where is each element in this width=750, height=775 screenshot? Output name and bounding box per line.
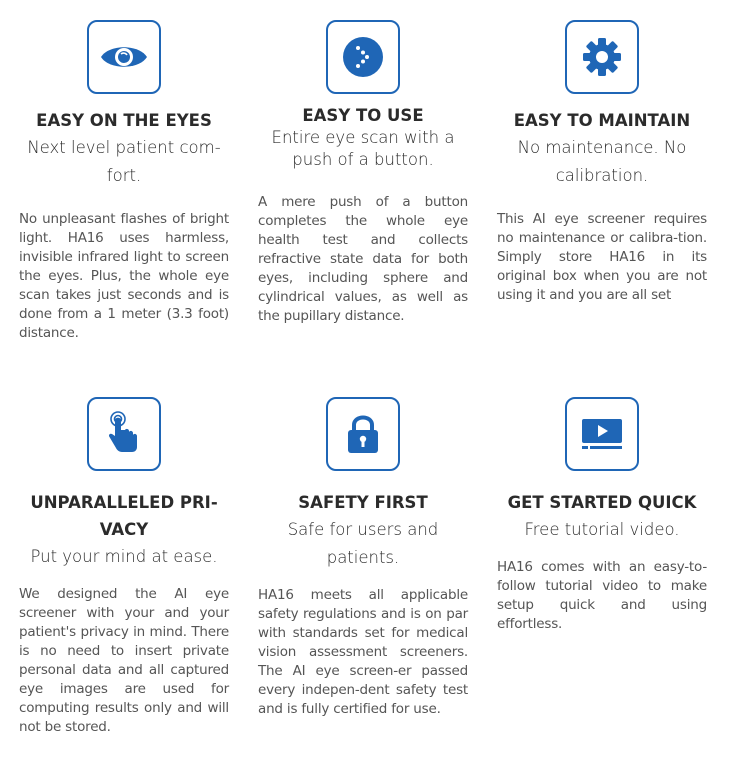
feature-title: UNPARALLELED PRI-VACY <box>30 493 218 539</box>
lock-icon-box <box>326 397 400 471</box>
feature-description: We designed the AI eye screener with your and your patient's privacy in mind. There is no need to insert private personal data and all captured eye images are used for computing results only and will not be stored. <box>19 586 229 735</box>
feature-description: No unpleasant flashes of bright light. HA16 uses harmless, invisible infrared light to screen the eyes. Plus, the whole eye scan takes just seconds and is done from a 1 meter (3.3 foot) distance. <box>19 211 229 341</box>
push-button-icon <box>341 35 385 79</box>
gear-icon <box>582 37 622 77</box>
feature-subtitle: Free tutorial video. <box>524 520 680 539</box>
feature-subtitle: Entire eye scan with a push of a button. <box>271 128 455 169</box>
eye-icon-box <box>87 20 161 94</box>
touch-hand-icon-box <box>87 397 161 471</box>
video-play-icon <box>580 417 624 451</box>
feature-title: EASY TO USE <box>302 106 424 125</box>
feature-safety-first <box>258 397 468 719</box>
feature-description: HA16 comes with an easy-to-follow tutorial video to make setup quick and using effortless. <box>497 559 707 632</box>
gear-icon-box <box>565 20 639 94</box>
feature-easy-to-maintain <box>497 20 707 305</box>
feature-get-started-quick <box>497 397 707 634</box>
feature-subtitle: Put your mind at ease. <box>30 547 218 566</box>
feature-easy-to-use <box>258 20 468 326</box>
push-button-icon-box <box>326 20 400 94</box>
feature-subtitle: Next level patient com-fort. <box>27 138 221 185</box>
feature-description: A mere push of a button completes the whole eye health test and collects refractive state data for both eyes, including sphere and cylindrical values, as well as the pupillary distance. <box>258 194 468 324</box>
feature-title: EASY ON THE EYES <box>36 111 212 130</box>
feature-description: HA16 meets all applicable safety regulations and is on par with standards set for medical vision assessment screeners. The AI eye screen-er passed every indepen-dent safety test and is fully certified for use. <box>258 587 468 717</box>
touch-hand-icon <box>104 410 144 458</box>
feature-easy-on-the-eyes <box>19 20 229 343</box>
eye-icon <box>99 41 149 73</box>
feature-subtitle: No maintenance. No calibration. <box>517 138 687 185</box>
feature-title: EASY TO MAINTAIN <box>513 111 691 130</box>
feature-unparalleled-privacy <box>19 397 229 737</box>
feature-title: SAFETY FIRST <box>298 493 428 512</box>
feature-subtitle: Safe for users and patients. <box>287 520 439 567</box>
video-play-icon-box <box>565 397 639 471</box>
feature-description: This AI eye screener requires no maintenance or calibra-tion. Simply store HA16 in its original box when you are not using it and you are all set <box>497 211 707 303</box>
lock-icon <box>346 413 380 455</box>
feature-title: GET STARTED QUICK <box>507 493 697 512</box>
